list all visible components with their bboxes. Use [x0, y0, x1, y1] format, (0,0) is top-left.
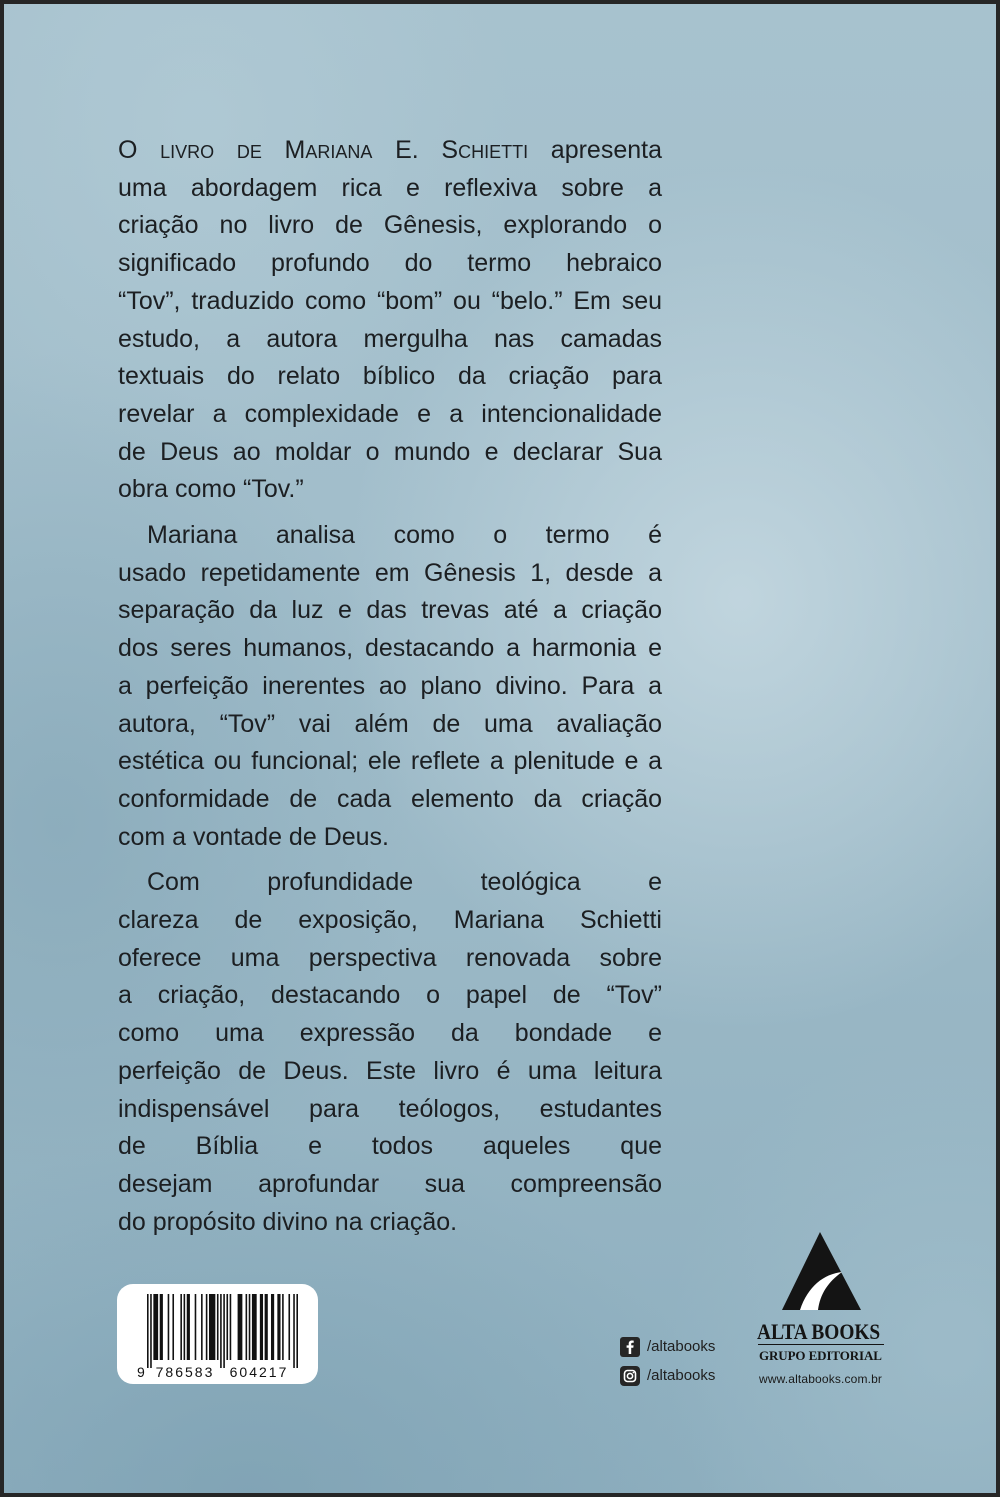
text-line: “Tov”, traduzido como “bom” ou “belo.” Em seu — [118, 286, 662, 315]
barcode-bar — [277, 1294, 280, 1360]
barcode-bar — [172, 1294, 174, 1360]
alta-books-sail-logo-icon — [778, 1230, 864, 1312]
barcode-bar — [260, 1294, 263, 1360]
publisher-subtitle: GRUPO EDITORIAL — [759, 1348, 882, 1363]
barcode-left-digits: 786583 — [155, 1364, 215, 1380]
text-line: clareza de exposição, Mariana Schietti — [118, 906, 662, 935]
text-line: Com profundidade teológica e — [147, 868, 662, 897]
author-lead-small-caps: O livro de Mariana E. Schietti — [118, 136, 529, 164]
barcode-bar — [246, 1294, 248, 1360]
publisher-name: ALTA BOOKS — [757, 1319, 881, 1344]
barcode-bar — [288, 1294, 290, 1360]
barcode-guard-bar — [147, 1294, 149, 1368]
text-line: a criação, destacando o papel de “Tov” — [118, 981, 662, 1010]
barcode-bar — [230, 1294, 232, 1360]
text-line: Mariana analisa como o termo é — [147, 521, 662, 550]
description-paragraph-3 — [118, 864, 662, 1241]
text-line: desejam aprofundar sua compreensão — [118, 1169, 662, 1198]
text-line: com a vontade de Deus. — [118, 822, 389, 851]
text-line: revelar a complexidade e a intencionalidade — [118, 399, 662, 428]
barcode-guard-bar — [293, 1294, 295, 1368]
text-line: indispensável para teólogos, estudantes — [118, 1094, 662, 1123]
text-line: autora, “Tov” vai além de uma avaliação — [118, 709, 662, 738]
barcode-bar — [217, 1294, 219, 1360]
barcode-first-digit: 9 — [137, 1364, 147, 1380]
barcode-guard-bar — [223, 1294, 225, 1368]
text-line: a perfeição inerentes ao plano divino. Para a — [118, 671, 662, 700]
barcode-bar — [282, 1294, 284, 1360]
text-line: conformidade de cada elemento da criação — [118, 784, 662, 813]
barcode-bar — [249, 1294, 251, 1360]
text-line: de Deus ao moldar o mundo e declarar Sua — [118, 437, 662, 466]
barcode-bar — [168, 1294, 170, 1360]
text-line: dos seres humanos, destacando a harmonia e — [118, 634, 662, 663]
instagram-handle: /altabooks — [647, 1367, 716, 1384]
text-line: textuais do relato bíblico da criação para — [118, 362, 662, 391]
barcode-bar — [187, 1294, 190, 1360]
barcode-guard-bar — [150, 1294, 152, 1368]
text-line: do propósito divino na criação. — [118, 1207, 458, 1236]
barcode-bar — [160, 1294, 163, 1360]
barcode-bar — [206, 1294, 208, 1360]
barcode-bar — [180, 1294, 182, 1360]
barcode-bar — [265, 1294, 268, 1360]
barcode-bar — [238, 1294, 243, 1360]
description-paragraph-1 — [118, 132, 662, 509]
barcode-bar — [184, 1294, 186, 1360]
text-line: estética ou funcional; ele reflete a plenitude e a — [118, 747, 662, 776]
facebook-icon — [620, 1337, 640, 1357]
book-description — [118, 132, 662, 1241]
description-paragraph-2 — [118, 517, 662, 856]
barcode-guard-bar — [296, 1294, 298, 1368]
text-line: obra como “Tov.” — [118, 475, 304, 504]
barcode-bars — [147, 1294, 298, 1370]
text-line: oferece uma perspectiva renovada sobre — [118, 943, 662, 972]
barcode-bar — [153, 1294, 158, 1360]
text-line — [118, 132, 662, 170]
text-line: estudo, a autora mergulha nas camadas — [118, 324, 662, 353]
barcode-bar — [226, 1294, 228, 1360]
text-line: significado profundo do termo hebraico — [118, 249, 662, 278]
barcode-bar — [201, 1294, 203, 1360]
publisher-divider — [758, 1344, 884, 1345]
text-line: perfeição de Deus. Este livro é uma leitura — [118, 1056, 662, 1085]
instagram-icon — [620, 1366, 640, 1386]
barcode-bar — [271, 1294, 274, 1360]
barcode-bar — [209, 1294, 215, 1360]
facebook-handle: /altabooks — [647, 1338, 716, 1355]
text-line-rest: apresenta — [550, 136, 662, 164]
barcode-guard-bar — [220, 1294, 222, 1368]
text-line: criação no livro de Gênesis, explorando o — [118, 211, 662, 240]
social-instagram — [620, 1366, 715, 1386]
barcode-right-digits: 604217 — [229, 1364, 289, 1380]
text-line: como uma expressão da bondade e — [118, 1019, 662, 1048]
text-line: de Bíblia e todos aqueles que — [118, 1132, 662, 1161]
barcode-bar — [195, 1294, 197, 1360]
text-line: uma abordagem rica e reflexiva sobre a — [118, 173, 662, 202]
publisher-website: www.altabooks.com.br — [759, 1372, 883, 1386]
text-line: usado repetidamente em Gênesis 1, desde a — [118, 558, 662, 587]
social-facebook — [620, 1337, 715, 1357]
text-line: separação da luz e das trevas até a criação — [118, 596, 662, 625]
barcode-bar — [252, 1294, 257, 1360]
